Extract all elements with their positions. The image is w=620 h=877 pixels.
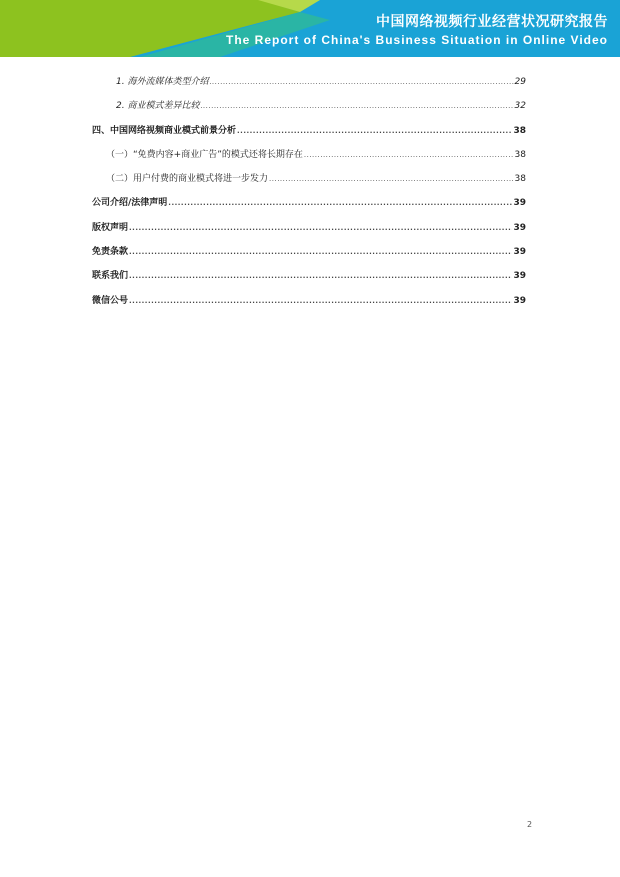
toc-dot-leader — [129, 272, 512, 280]
page-number: 2 — [527, 820, 533, 829]
toc-entry-page: 39 — [513, 295, 526, 306]
toc-entry[interactable] — [92, 220, 526, 244]
toc-entry-label: （二）用户付费的商业模式将进一步发力 — [106, 174, 269, 185]
toc-entry-page: 39 — [513, 222, 526, 233]
toc-entry-page: 38 — [513, 125, 526, 136]
toc-entry-label: 联系我们 — [92, 271, 129, 282]
table-of-contents — [92, 74, 526, 317]
toc-entry-label: 2. 商业模式差异比较 — [116, 101, 200, 112]
toc-dot-leader — [129, 297, 512, 305]
toc-entry[interactable] — [92, 98, 526, 122]
toc-entry[interactable] — [92, 123, 526, 147]
toc-entry-page: 39 — [513, 247, 526, 258]
report-header-banner — [0, 0, 620, 57]
toc-entry-label: 公司介绍/法律声明 — [92, 198, 168, 209]
toc-dot-leader — [269, 175, 514, 183]
toc-entry-label: 版权声明 — [92, 222, 129, 233]
toc-dot-leader — [304, 151, 514, 159]
toc-entry[interactable] — [92, 147, 526, 171]
toc-entry[interactable] — [92, 195, 526, 219]
toc-dot-leader — [129, 224, 512, 232]
toc-entry-page: 39 — [513, 271, 526, 282]
toc-entry-page: 29 — [514, 77, 526, 87]
toc-dot-leader — [237, 127, 512, 135]
toc-entry[interactable] — [92, 171, 526, 195]
toc-entry[interactable] — [92, 74, 526, 98]
toc-entry-label: 免责条款 — [92, 247, 129, 258]
toc-dot-leader — [209, 78, 513, 86]
toc-entry-page: 38 — [514, 174, 526, 185]
toc-entry[interactable] — [92, 293, 526, 317]
toc-dot-leader — [168, 199, 512, 207]
report-subtitle: The Report of China's Business Situation in Online Video — [226, 33, 608, 47]
toc-entry-label: 微信公号 — [92, 295, 129, 306]
toc-dot-leader — [129, 248, 512, 256]
toc-entry-page: 39 — [513, 198, 526, 209]
toc-entry-label: （一）“免费内容+商业广告”的模式还将长期存在 — [106, 149, 303, 160]
toc-entry-page: 32 — [514, 101, 526, 112]
toc-entry-label: 1. 海外流媒体类型介绍 — [116, 77, 209, 87]
toc-entry[interactable] — [92, 268, 526, 292]
toc-entry[interactable] — [92, 244, 526, 268]
toc-entry-label: 四、中国网络视频商业模式前景分析 — [92, 125, 237, 136]
toc-entry-page: 38 — [514, 149, 526, 160]
toc-dot-leader — [200, 102, 513, 110]
report-title: 中国网络视频行业经营状况研究报告 — [376, 14, 608, 30]
